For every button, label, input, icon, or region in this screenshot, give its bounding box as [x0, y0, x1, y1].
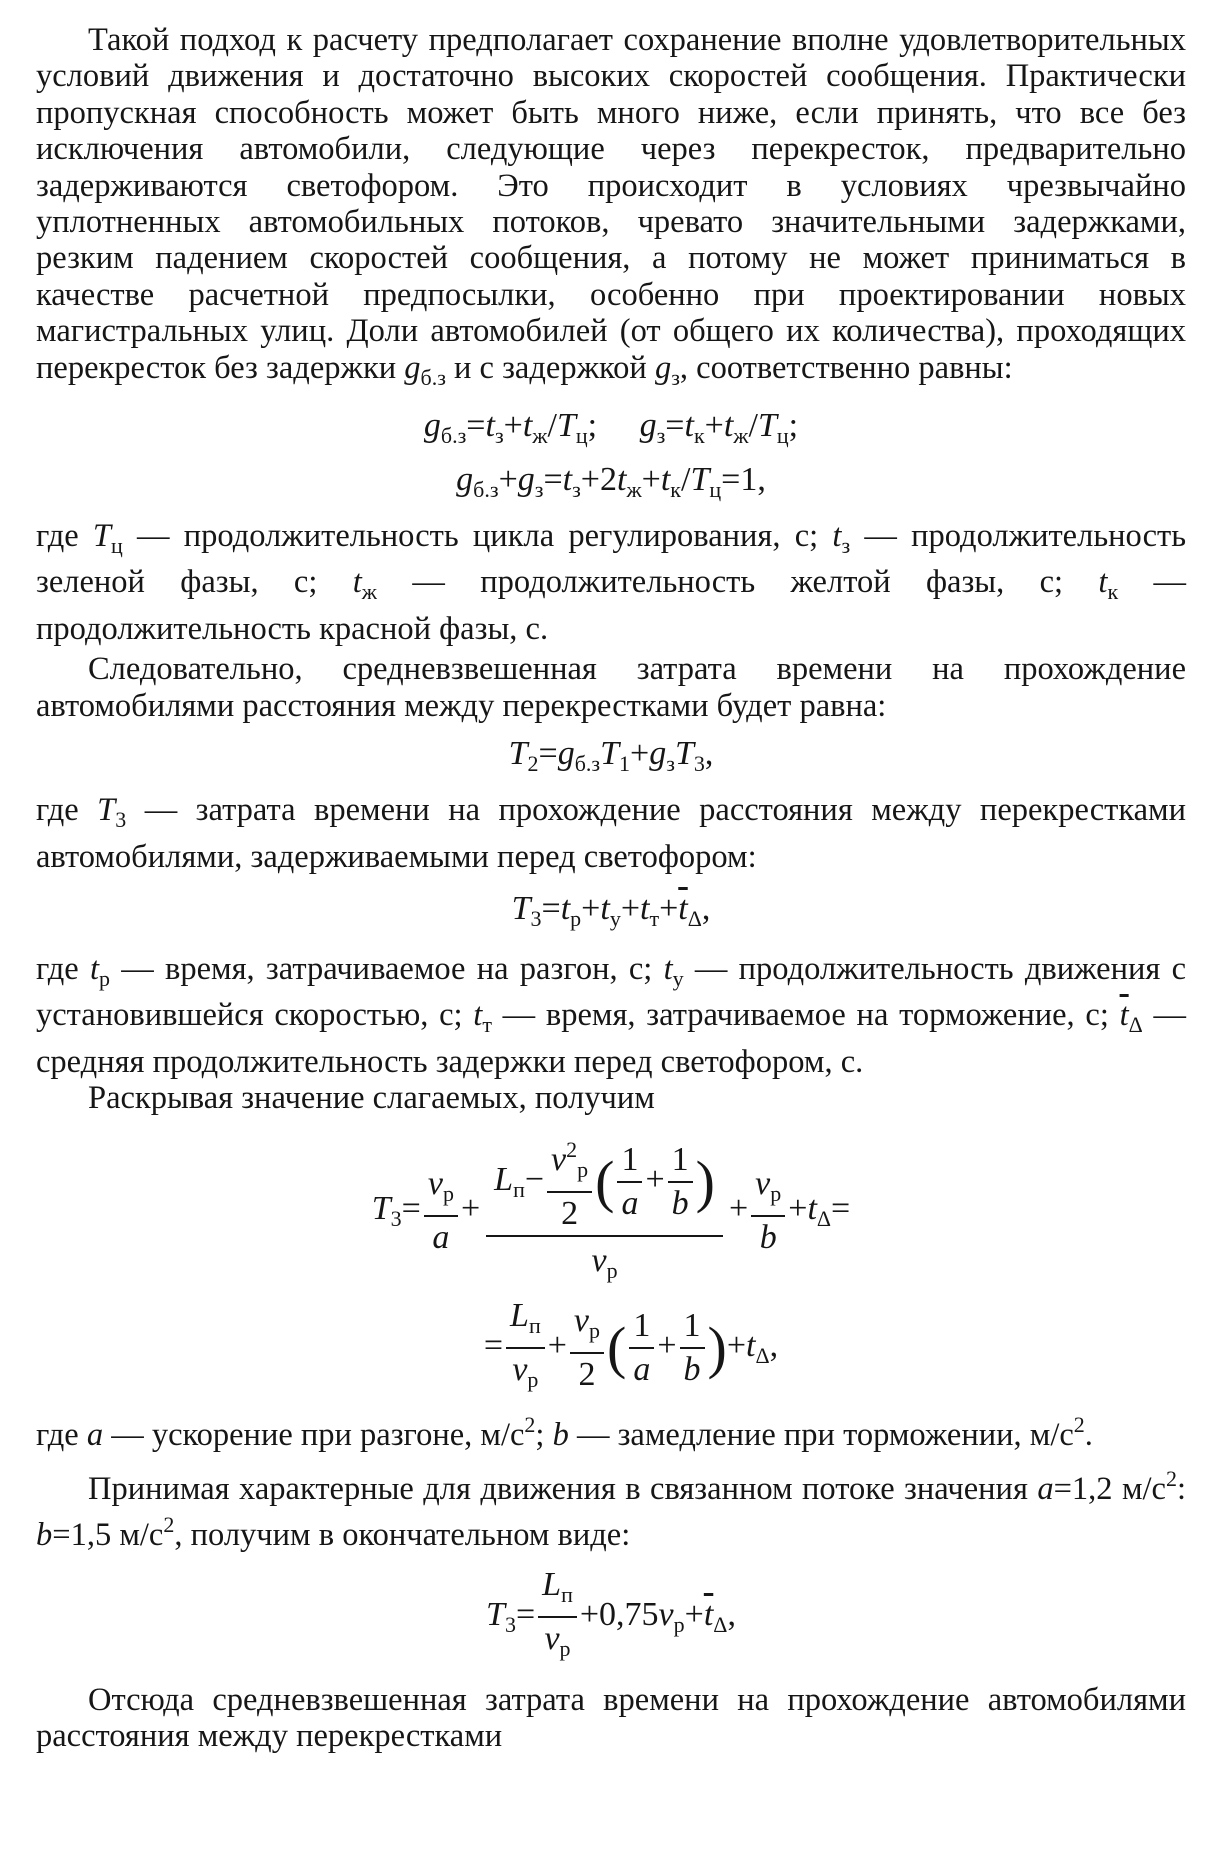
- paragraph-t3-definition: где $T_3$ — затрата времени на прохождение расстояния между перекрестками автомобилями, задерживаемыми перед светофором:: [36, 792, 1187, 875]
- paragraph-expanding: Раскрывая значение слагаемых, получим: [88, 1080, 655, 1117]
- paragraph-intro: Такой подход к расчету предполагает сохранение вполне удовлетворительных условий движения и достаточно высоких скоростей сообщения. Практически пропускная способность может быть много ниже, если принять, что все без исключения автомобили, следующие через перекресток, предварительно задерживаются светофором. Это происходит в условиях чрезвычайно уплотненных автомобильных потоков, чревато значительными задержками, резким падением скоростей сообщения, а потому не может приниматься в качестве расчетной предпосылки, особенно при проектировании новых магистральных улиц. Доли автомобилей (от общего их количества), проходящих перекресток без задержки $g_{б.з}$ и с задержкой $g_з$, соответственно равны:: [36, 22, 1186, 390]
- equation-shares-1: $g_{б.з}=t_з+t_ж/T_ц$; $g_з=t_к+t_ж/T_ц$;: [423, 407, 799, 449]
- equation-t3-expanded-2: = $\frac{L_п}{v_р}$ + $\frac{v_р}{2}$ ( $\frac{1}{a}$ + $\frac{1}{b}$ )$+t_\Delta$,: [483, 1296, 779, 1393]
- paragraph-typical-values: Принимая характерные для движения в связанном потоке значения a=1,2 $м/с^2$: b=1,5 $м/с^2$, получим в окончательном виде:: [36, 1465, 1187, 1554]
- page-content: [36, 22, 1186, 1755]
- equation-t3-sum: $T_3=t_р+t_у+t_т+\overline{t}_\Delta$,: [511, 889, 711, 931]
- paragraph-acceleration-definitions: где a — ускорение при разгоне, $м/с^2$; b — замедление при торможении, $м/с^2$.: [36, 1411, 1093, 1453]
- equation-t2: $T_2=g_{б.з}T_1+g_зT_3$,: [508, 735, 714, 777]
- paragraph-time-components: где $t_р$ — время, затрачиваемое на разгон, с; $t_у$ — продолжительность движения с установившейся скоростью, с; $t_т$ — время, затрачиваемое на торможение, с; $\overline{t}_\Delta$ — средняя продолжительность задержки перед светофором, с.: [36, 950, 1187, 1080]
- paragraph-conclusion: Отсюда средневзвешенная затрата времени на прохождение автомобилями расстояния между перекрестками: [36, 1681, 1186, 1755]
- paragraph-weighted-time: Следовательно, средневзвешенная затрата времени на прохождение автомобилями расстояния между перекрестками будет равна:: [36, 651, 1186, 724]
- paragraph-definitions-phases: где $T_ц$ — продолжительность цикла регулирования, с; $t_з$ — продолжительность зеленой фазы, с; $t_ж$ — продолжительность желтой фазы, с; $t_к$ — продолжительность красной фазы, с.: [36, 518, 1187, 647]
- equation-shares-2: $g_{б.з}+g_з=t_з+2t_ж+t_к/T_ц=1$,: [456, 461, 766, 503]
- equation-t3-expanded-1: $T_3=$ $\frac{v_р}{a}$ + $L_п-$ $\frac{v^2_р}{2}$ ( $\frac{1}{a}$ + $\frac{1}{b}$ ) $v_р$ + $\frac{v_р}{b}$ $+t_\Delta=$: [36, 1131, 1186, 1291]
- equation-t3-final: $T_3=$ $\frac{L_п}{v_р}$ $+0,75v_р+\overline{t}_\Delta$,: [486, 1565, 736, 1661]
